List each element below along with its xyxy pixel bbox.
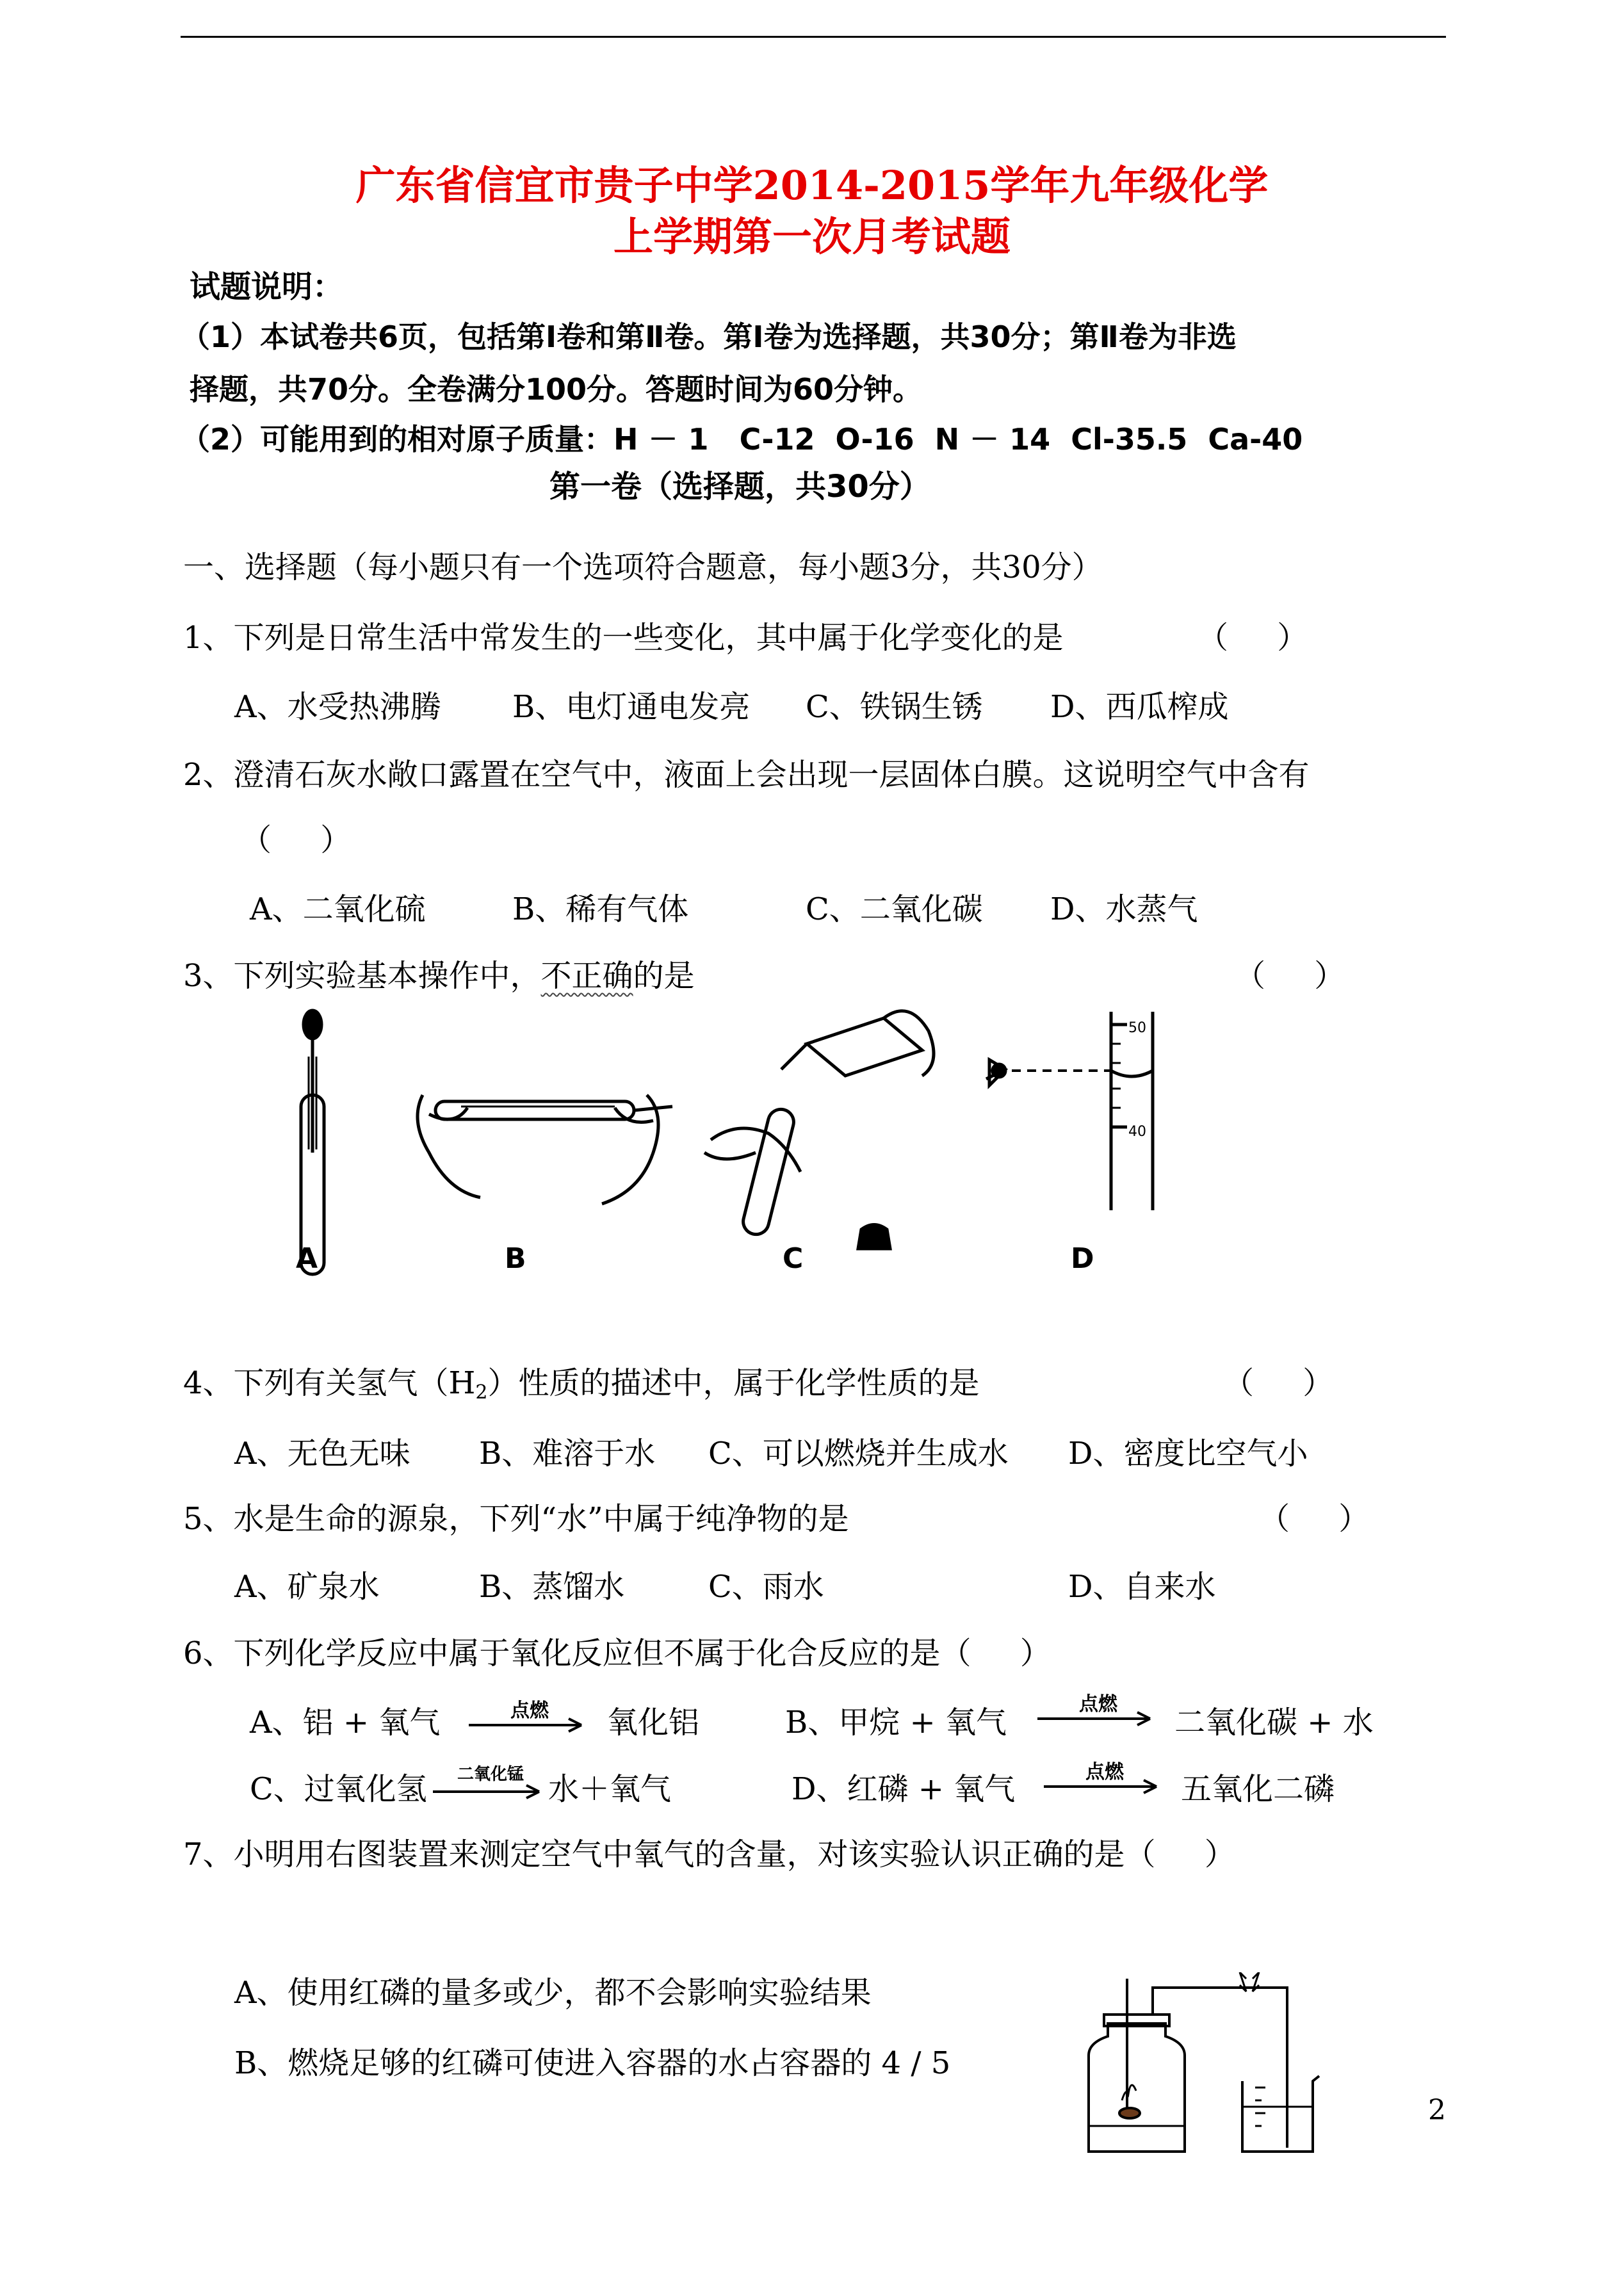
q3-stem: 3、下列实验基本操作中，不正确的是	[183, 958, 695, 994]
q1-option-c: C、铁锅生锈	[806, 689, 983, 725]
q6-option-b-condition: 点燃	[1079, 1693, 1117, 1715]
q4-answer-blank: （ ）	[1223, 1365, 1334, 1401]
q6-option-b-reactants: B、甲烷 + 氧气	[785, 1705, 1007, 1740]
q6-option-b-arrow	[1037, 1693, 1159, 1730]
instructions-heading: 试题说明：	[190, 269, 344, 305]
q5-option-b: B、蒸馏水	[479, 1569, 625, 1605]
q2-option-a: A、二氧化硫	[250, 891, 426, 927]
q6-option-d-arrow	[1044, 1761, 1165, 1798]
q7-option-a: A、使用红磷的量多或少，都不会影响实验结果	[234, 1975, 872, 2011]
q5-option-c: C、雨水	[708, 1569, 824, 1605]
q1-answer-blank: （ ）	[1198, 620, 1308, 656]
arrow-right-icon	[433, 1784, 548, 1803]
q6-option-a-product: 氧化铝	[607, 1705, 700, 1740]
q3-answer-blank: （ ）	[1235, 958, 1345, 994]
figure-label-c: C	[783, 1242, 804, 1275]
instructions-item1-a: （1）本试卷共6页，包括第Ⅰ卷和第Ⅱ卷。第Ⅰ卷为选择题，共30分；第Ⅱ卷为非选	[181, 320, 1237, 354]
q1-stem: 1、下列是日常生活中常发生的一些变化，其中属于化学变化的是	[183, 620, 1064, 656]
q6-option-a-reactants: A、铝 + 氧气	[250, 1705, 441, 1740]
q2-option-c: C、二氧化碳	[806, 891, 983, 927]
q6-option-d-reactants: D、红磷 + 氧气	[792, 1771, 1016, 1807]
q1-option-b: B、电灯通电发亮	[512, 689, 751, 725]
instructions-item2: （2）可能用到的相对原子质量：H － 1 C-12 O-16 N － 14 Cl-35.5 Ca-40	[181, 422, 1303, 457]
q3-figures	[269, 999, 1204, 1287]
arrow-right-icon	[1044, 1779, 1165, 1798]
arrow-right-icon	[1037, 1711, 1159, 1730]
q6-stem: 6、下列化学反应中属于氧化反应但不属于化合反应的是（ ）	[183, 1635, 1051, 1671]
figure-d-cylinder-reading	[986, 1012, 1153, 1210]
volume-title: 第一卷（选择题，共30分）	[549, 469, 930, 505]
q6-option-c-condition: 二氧化锰	[457, 1765, 524, 1784]
q4-option-a: A、无色无味	[234, 1436, 410, 1472]
q6-option-c-reactants: C、过氧化氢	[250, 1771, 427, 1807]
figure-label-a: A	[296, 1242, 318, 1275]
figure-c-pouring	[704, 1011, 934, 1249]
doc-title-line2: 上学期第一次月考试题	[613, 213, 1011, 260]
q7-option-b: B、燃烧足够的红磷可使进入容器的水占容器的 4 / 5	[234, 2045, 951, 2081]
figure-a-dropper-test-tube	[301, 1010, 324, 1274]
q6-option-d-product: 五氧化二磷	[1181, 1771, 1335, 1807]
q6-option-c-arrow	[433, 1765, 548, 1803]
instructions-item1-b: 择题，共70分。全卷满分100分。答题时间为60分钟。	[190, 372, 923, 407]
q1-option-d: D、西瓜榨成	[1050, 689, 1229, 725]
q5-option-d: D、自来水	[1068, 1569, 1216, 1605]
cylinder-mark-top: 50	[1128, 1020, 1146, 1036]
q3-emphasis: 不正确	[540, 958, 633, 994]
q2-stem: 2、澄清石灰水敞口露置在空气中，液面上会出现一层固体白膜。这说明空气中含有	[183, 757, 1310, 793]
q4-option-c: C、可以燃烧并生成水	[708, 1436, 1009, 1472]
cylinder-mark-bottom: 40	[1128, 1124, 1146, 1140]
arrow-right-icon	[469, 1717, 590, 1737]
q5-answer-blank: （ ）	[1259, 1501, 1370, 1537]
figure-label-b: B	[505, 1242, 526, 1275]
q4-option-b: B、难溶于水	[479, 1436, 656, 1472]
q2-option-d: D、水蒸气	[1050, 891, 1198, 927]
q6-option-c-product: 水＋氧气	[548, 1771, 672, 1807]
q4-stem: 4、下列有关氢气$(H_2)$性质的描述中，属于化学性质的是	[183, 1365, 980, 1404]
q4-option-d: D、密度比空气小	[1068, 1436, 1308, 1472]
q5-option-a: A、矿泉水	[234, 1569, 380, 1605]
page-number: 2	[1428, 2094, 1446, 2127]
figure-b-hands-tube	[418, 1095, 672, 1204]
q5-stem: 5、水是生命的源泉，下列“水”中属于纯净物的是	[183, 1501, 849, 1537]
q2-answer-blank: （ ）	[241, 822, 352, 858]
q6-option-d-condition: 点燃	[1085, 1761, 1124, 1783]
figure-label-d: D	[1071, 1242, 1094, 1275]
q6-option-b-product: 二氧化碳 + 水	[1174, 1705, 1374, 1740]
doc-title-line1: 广东省信宜市贵子中学2014-2015学年九年级化学	[355, 162, 1269, 209]
q1-option-a: A、水受热沸腾	[234, 689, 441, 725]
part-title: 一、选择题（每小题只有一个选项符合题意，每小题3分，共30分）	[183, 549, 1103, 585]
q7-apparatus-figure	[1076, 1972, 1358, 2164]
header-rule	[181, 36, 1446, 38]
q2-option-b: B、稀有气体	[512, 891, 689, 927]
q6-option-a-condition: 点燃	[510, 1699, 549, 1722]
q7-stem: 7、小明用右图装置来测定空气中氧气的含量，对该实验认识正确的是（ ）	[183, 1837, 1235, 1872]
q6-option-a-arrow	[469, 1699, 590, 1737]
